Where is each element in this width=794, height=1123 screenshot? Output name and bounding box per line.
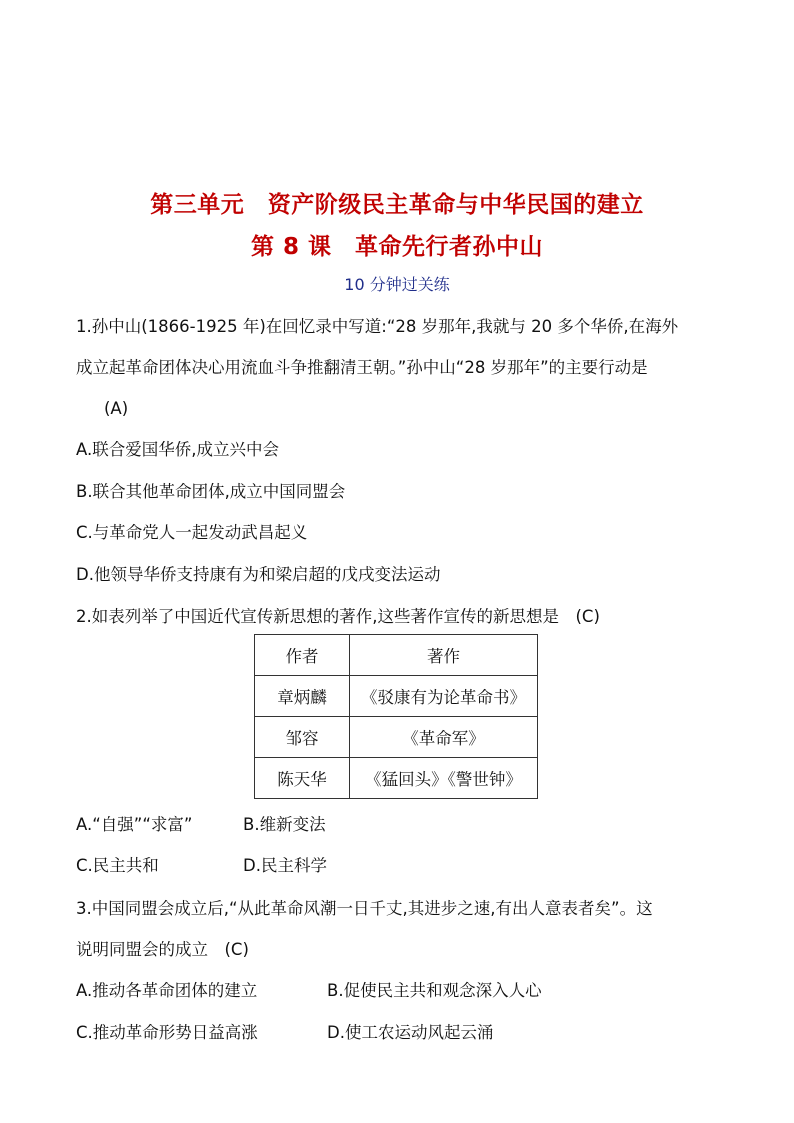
table-cell-author: 陈天华 bbox=[255, 758, 350, 799]
table-cell-work: 《猛回头》《警世钟》 bbox=[350, 758, 538, 799]
q3-stem-line-2: 说明同盟会的成立 (C) bbox=[76, 940, 249, 959]
q1-stem-line-1: 1.孙中山(1866-1925 年)在回忆录中写道:“28 岁那年,我就与 20 多个华侨,在海外 bbox=[76, 317, 679, 336]
table-header-author: 作者 bbox=[255, 635, 350, 676]
works-table bbox=[254, 634, 538, 799]
table-header-row bbox=[255, 635, 538, 676]
q3-option-b: B.促使民主共和观念深入人心 bbox=[327, 981, 542, 1000]
table-cell-author: 章炳麟 bbox=[255, 676, 350, 717]
table-cell-author: 邹容 bbox=[255, 717, 350, 758]
q3-option-a: A.推动各革命团体的建立 bbox=[76, 981, 258, 1000]
q3-stem-line-1: 3.中国同盟会成立后,“从此革命风潮一日千丈,其进步之速,有出人意表者矣”。这 bbox=[76, 899, 653, 918]
lesson-title: 第 8 课 革命先行者孙中山 bbox=[250, 234, 544, 260]
table-row bbox=[255, 676, 538, 717]
q2-option-b: B.维新变法 bbox=[243, 815, 326, 834]
q1-option-b: B.联合其他革命团体,成立中国同盟会 bbox=[76, 482, 346, 501]
q3-option-d: D.使工农运动风起云涌 bbox=[327, 1023, 494, 1042]
practice-label: 10 分钟过关练 bbox=[344, 275, 450, 294]
q1-option-a: A.联合爱国华侨,成立兴中会 bbox=[76, 440, 279, 459]
unit-title: 第三单元 资产阶级民主革命与中华民国的建立 bbox=[150, 192, 644, 218]
q2-stem: 2.如表列举了中国近代宣传新思想的著作,这些著作宣传的新思想是 (C) bbox=[76, 607, 600, 626]
table-row bbox=[255, 758, 538, 799]
q1-stem-line-2: 成立起革命团体决心用流血斗争推翻清王朝。”孙中山“28 岁那年”的主要行动是 bbox=[76, 358, 648, 377]
table-row bbox=[255, 717, 538, 758]
table-cell-work: 《驳康有为论革命书》 bbox=[350, 676, 538, 717]
q2-option-d: D.民主科学 bbox=[243, 856, 327, 875]
q1-option-c: C.与革命党人一起发动武昌起义 bbox=[76, 523, 308, 542]
q1-answer: (A) bbox=[104, 399, 129, 418]
table-cell-work: 《革命军》 bbox=[350, 717, 538, 758]
q3-option-c: C.推动革命形势日益高涨 bbox=[76, 1023, 258, 1042]
q2-option-c: C.民主共和 bbox=[76, 856, 159, 875]
q1-option-d: D.他领导华侨支持康有为和梁启超的戊戌变法运动 bbox=[76, 565, 441, 584]
table-header-work: 著作 bbox=[350, 635, 538, 676]
q2-option-a: A.“自强”“求富” bbox=[76, 815, 193, 834]
